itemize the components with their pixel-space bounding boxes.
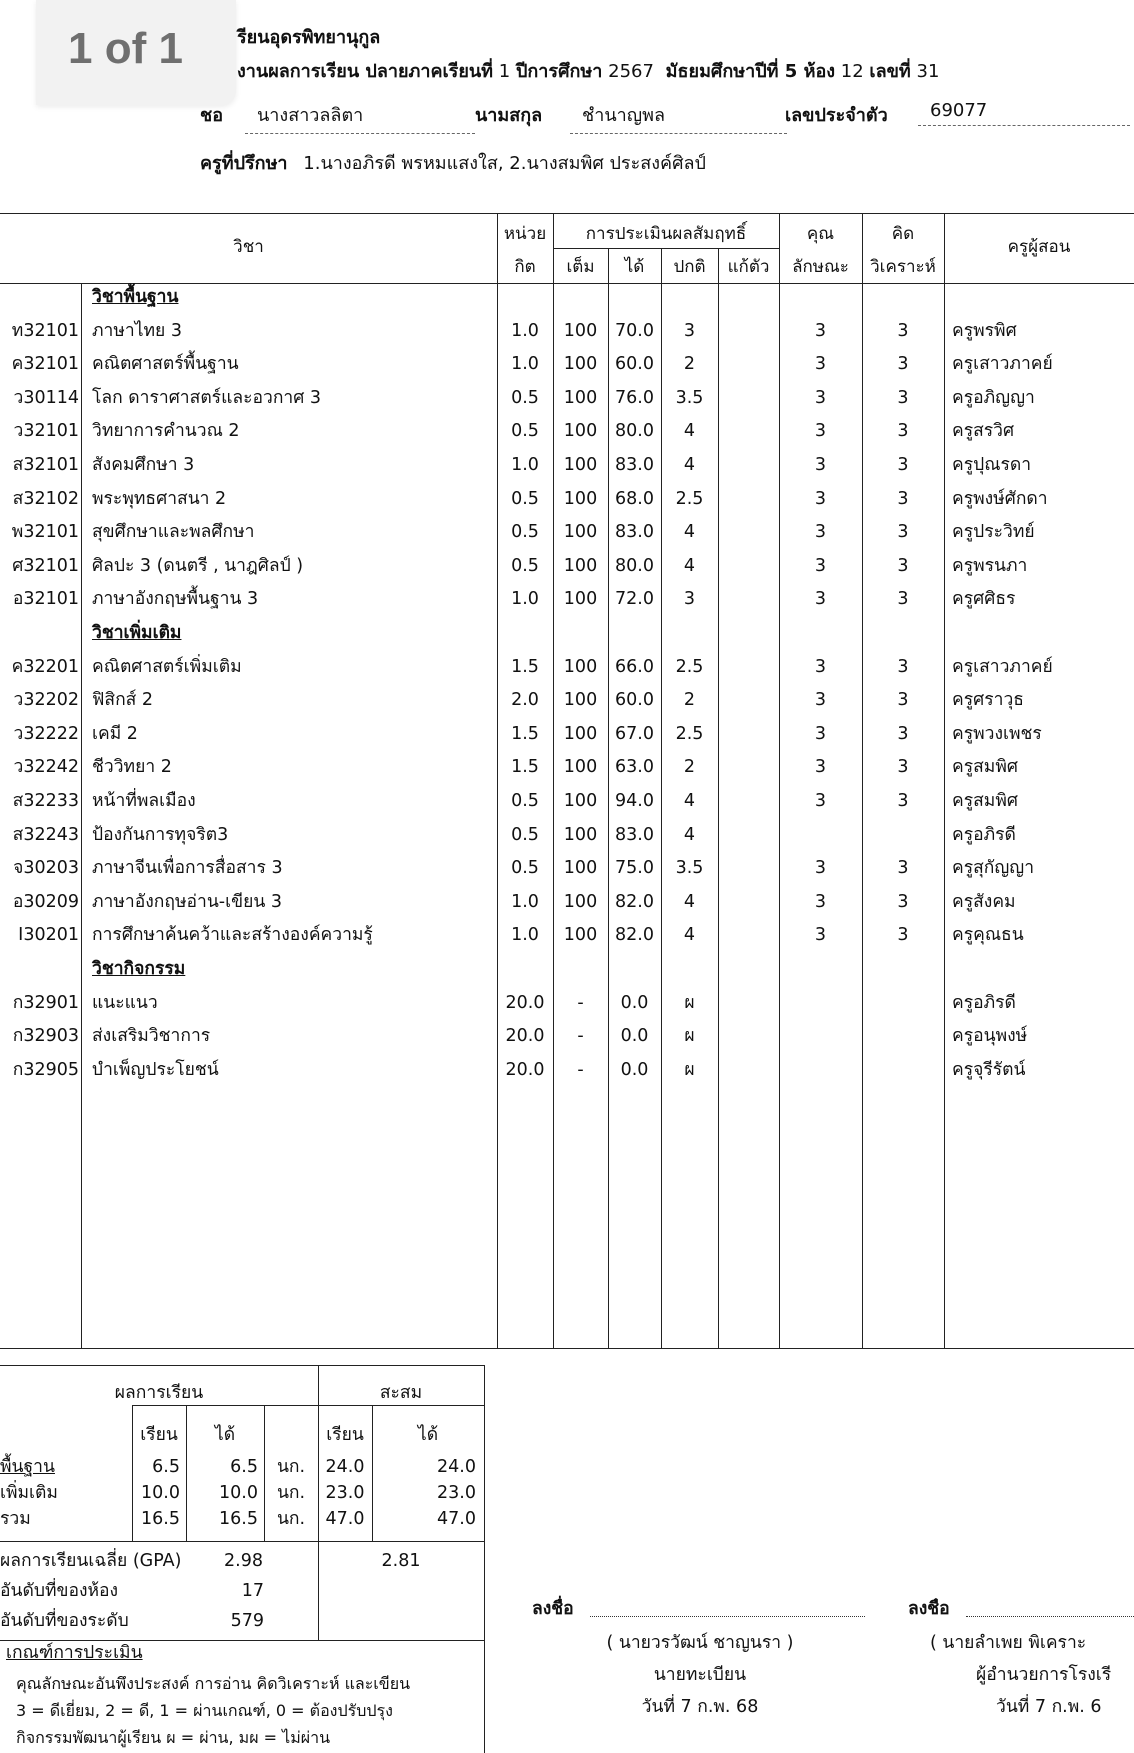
cell-normal: 2 (683, 690, 696, 711)
cell-full: 100 (563, 555, 598, 576)
cell-subject-name: เคมี 2 (92, 723, 138, 744)
cell-teacher: ครูสมพิศ (952, 791, 1018, 811)
cell-character: 3 (814, 555, 827, 576)
cell-teacher: ครูพงษ์ศักดา (952, 488, 1048, 509)
cell-unit: 1.5 (511, 757, 539, 778)
cell-character: 3 (814, 757, 827, 778)
cell-subject-name: ภาษาไทย 3 (92, 320, 183, 341)
cell-subject-name: ป้องกันการทุจริต3 (92, 824, 229, 845)
summary-row-label: พื้นฐาน (0, 1457, 55, 1477)
name-label: ชอ (200, 105, 224, 126)
summary-got: 16.5 (219, 1509, 258, 1529)
director-position: ผู้อำนวยการโรงเรี (976, 1665, 1112, 1685)
cell-character: 3 (814, 589, 827, 610)
cell-code: ส32102 (12, 488, 79, 509)
cell-teacher: ครูคุณธน (952, 925, 1024, 946)
cell-code: ก32903 (12, 1026, 79, 1047)
cell-got: 75.0 (615, 858, 654, 879)
col-header-subject: วิชา (233, 237, 264, 257)
cell-character: 3 (814, 421, 827, 442)
cell-code: ส32101 (12, 455, 79, 475)
surname-label: นามสกุล (475, 105, 543, 126)
cell-got: 82.0 (615, 891, 654, 912)
section-heading: วิชาเพิ่มเติม (92, 623, 182, 643)
summary-accum-got-header: ได้ (417, 1425, 439, 1445)
cell-subject-name: ชีววิทยา 2 (92, 757, 172, 778)
cell-got: 66.0 (615, 656, 654, 677)
year-label: ปีการศึกษา (515, 61, 603, 82)
col-header-thinking-bottom: วิเคราะห์ (870, 257, 936, 277)
cell-subject-name: วิทยาการคำนวณ 2 (92, 421, 240, 442)
cell-subject-name: แนะแนว (92, 992, 158, 1013)
rank-room-label: อันดับที่ของห้อง (0, 1581, 119, 1601)
surname-value: ชำนาญพล (570, 100, 787, 134)
advisor-names: 1.นางอภิรดี พรหมแสงใส, 2.นางสมพิศ ประสงค์ศิลป์ (303, 153, 706, 174)
cell-character: 3 (814, 455, 827, 475)
col-header-full: เต็ม (566, 257, 595, 277)
semester-value: 1 (498, 61, 511, 82)
cell-thinking: 3 (897, 723, 909, 744)
cell-teacher: ครูศศิธร (952, 589, 1016, 610)
cell-got: 80.0 (615, 555, 654, 576)
cell-teacher: ครูศราวุธ (952, 690, 1024, 711)
cell-character: 3 (814, 858, 827, 879)
cell-got: 83.0 (615, 455, 654, 475)
cell-unit: 0.5 (511, 387, 539, 408)
cell-full: 100 (563, 589, 598, 610)
cell-unit: 0.5 (511, 488, 539, 509)
year-value: 2567 (608, 61, 654, 82)
cell-character: 3 (814, 522, 827, 543)
summary-accum-study: 24.0 (325, 1457, 365, 1477)
cell-subject-name: คณิตศาสตร์พื้นฐาน (92, 354, 239, 375)
criteria-line-2: 3 = ดีเยี่ยม, 2 = ดี, 1 = ผ่านเกณฑ์, 0 = ต้องปรับปรุง (16, 1701, 393, 1720)
cell-teacher: ครูปุณรดา (952, 455, 1032, 475)
summary-got: 6.5 (230, 1457, 258, 1477)
section-heading: วิชาพื้นฐาน (92, 287, 179, 307)
cell-code: ค32201 (11, 656, 79, 677)
signature-registrar (520, 1598, 880, 1748)
cell-full: - (577, 1026, 584, 1047)
cell-subject-name: คณิตศาสตร์เพิ่มเติม (92, 656, 242, 677)
cell-character: 3 (814, 488, 827, 509)
cell-thinking: 3 (897, 488, 909, 509)
cell-full: 100 (563, 690, 598, 711)
cell-normal: 3 (683, 320, 696, 341)
cell-unit: 1.0 (511, 320, 539, 341)
col-header-unit-top: หน่วย (503, 224, 547, 244)
cell-teacher: ครูพรนภา (952, 555, 1028, 576)
cell-thinking: 3 (897, 387, 909, 408)
director-date: วันที่ 7 ก.พ. 6 (996, 1697, 1102, 1717)
cell-character: 3 (814, 387, 827, 408)
cell-got: 0.0 (620, 1026, 649, 1047)
cell-normal: 3.5 (675, 387, 704, 408)
cell-character: 3 (814, 320, 827, 341)
advisor-label: ครูที่ปรึกษา (200, 153, 288, 174)
cell-teacher: ครูสรวิศ (952, 421, 1015, 442)
cell-subject-name: ภาษาจีนเพื่อการสื่อสาร 3 (92, 858, 283, 879)
cell-unit: 1.0 (511, 589, 539, 610)
page-counter-text: 1 of 1 (68, 24, 183, 73)
cell-full: 100 (563, 925, 598, 946)
gpa-accum-value: 2.81 (381, 1551, 421, 1571)
cell-got: 67.0 (615, 723, 654, 744)
cell-thinking: 3 (897, 589, 909, 610)
grade-label: มัธยมศึกษาปีที่ 5 ห้อง (665, 61, 836, 82)
cell-thinking: 3 (897, 858, 909, 879)
cell-normal: 4 (683, 791, 696, 811)
cell-subject-name: พระพุทธศาสนา 2 (92, 488, 227, 509)
col-header-normal: ปกติ (673, 257, 706, 277)
cell-full: 100 (563, 421, 598, 442)
cell-got: 72.0 (615, 589, 654, 610)
cell-subject-name: สุขศึกษาและพลศึกษา (92, 522, 255, 543)
col-header-character-bottom: ลักษณะ (792, 257, 849, 277)
summary-study: 16.5 (141, 1509, 180, 1529)
school-name: รียนอุดรพิทยานุกูล (237, 27, 381, 48)
cell-code: ว32222 (13, 723, 79, 744)
student-id-value: 69077 (918, 100, 1130, 126)
cell-thinking: 3 (897, 690, 909, 711)
cell-normal: 4 (683, 925, 696, 946)
col-header-thinking-top: คิด (891, 224, 915, 244)
cell-normal: ผ (684, 992, 695, 1013)
cell-code: ส32233 (12, 791, 79, 811)
cell-normal: 2.5 (675, 656, 704, 677)
number-label: เลขที่ (869, 61, 911, 82)
cell-unit: 1.0 (511, 354, 539, 375)
cell-unit: 1.0 (511, 891, 539, 912)
cell-got: 70.0 (615, 320, 654, 341)
cell-thinking: 3 (897, 791, 909, 811)
cell-normal: 3 (683, 589, 696, 610)
registrar-date: วันที่ 7 ก.พ. 68 (641, 1697, 759, 1717)
criteria-line-1: คุณลักษณะอันพึงประสงค์ การอ่าน คิดวิเคราะห์ และเขียน (16, 1674, 411, 1693)
cell-normal: 4 (683, 824, 696, 845)
cell-teacher: ครูอภิญญา (952, 387, 1035, 408)
sign-label: ลงชื่อ (532, 1599, 574, 1619)
cell-got: 76.0 (615, 387, 654, 408)
cell-teacher: ครูพวงเพชร (952, 723, 1042, 744)
cell-teacher: ครูพรพิศ (952, 320, 1017, 341)
cell-code: ท32101 (11, 320, 79, 341)
col-header-unit-bottom: กิต (514, 257, 536, 277)
cell-full: 100 (563, 824, 598, 845)
cell-character: 3 (814, 723, 827, 744)
cell-full: 100 (563, 387, 598, 408)
cell-code: ส32243 (12, 824, 79, 845)
cell-normal: 3.5 (675, 858, 704, 879)
cell-subject-name: การศึกษาค้นคว้าและสร้างองค์ความรู้ (92, 925, 373, 946)
cell-teacher: ครูอภิรดี (952, 992, 1016, 1013)
signature-director (896, 1598, 1134, 1748)
cell-got: 83.0 (615, 522, 654, 543)
cell-got: 0.0 (620, 1059, 649, 1080)
cell-code: อ32101 (12, 589, 79, 610)
cell-character: 3 (814, 656, 827, 677)
cell-subject-name: ฟิสิกส์ 2 (92, 690, 154, 711)
registrar-position: นายทะเบียน (653, 1665, 747, 1685)
cell-code: ค32101 (11, 354, 79, 375)
summary-result-header: ผลการเรียน (114, 1383, 204, 1403)
cell-got: 83.0 (615, 824, 654, 845)
cell-subject-name: ภาษาอังกฤษอ่าน-เขียน 3 (92, 891, 282, 912)
cell-code: ว30114 (13, 387, 79, 408)
room-value: 12 (840, 61, 864, 82)
cell-thinking: 3 (897, 555, 909, 576)
cell-got: 82.0 (615, 925, 654, 946)
cell-unit: 0.5 (511, 824, 539, 845)
cell-code: ว32101 (13, 421, 79, 442)
cell-unit: 20.0 (505, 1059, 545, 1080)
cell-normal: 2.5 (675, 723, 704, 744)
cell-unit: 1.0 (511, 455, 539, 475)
cell-character: 3 (814, 354, 827, 375)
cell-thinking: 3 (897, 891, 909, 912)
cell-teacher: ครูอนุพงษ์ (952, 1026, 1028, 1047)
cell-got: 60.0 (615, 690, 654, 711)
summary-row-label: รวม (0, 1509, 31, 1529)
cell-subject-name: บำเพ็ญประโยชน์ (92, 1059, 219, 1080)
cell-normal: 4 (683, 455, 696, 475)
cell-unit: 1.5 (511, 723, 539, 744)
cell-normal: ผ (684, 1059, 695, 1080)
cell-normal: 2 (683, 757, 696, 778)
cell-teacher: ครูเสาวภาคย์ (952, 354, 1053, 375)
summary-got: 10.0 (219, 1483, 258, 1503)
cell-got: 80.0 (615, 421, 654, 442)
cell-teacher: ครูสมพิศ (952, 757, 1018, 778)
cell-thinking: 3 (897, 656, 909, 677)
cell-full: 100 (563, 858, 598, 879)
cell-unit: 0.5 (511, 858, 539, 879)
cell-code: ว32242 (13, 757, 79, 778)
cell-unit: 20.0 (505, 1026, 545, 1047)
cell-code: จ30203 (13, 858, 79, 879)
cell-unit: 0.5 (511, 555, 539, 576)
cell-teacher: ครูสุกัญญา (952, 858, 1035, 879)
summary-accum-study: 47.0 (325, 1509, 365, 1529)
cell-unit: 2.0 (511, 690, 539, 711)
summary-unit: นก. (276, 1457, 306, 1477)
cell-unit: 0.5 (511, 421, 539, 442)
cell-got: 68.0 (615, 488, 654, 509)
cell-full: - (577, 992, 584, 1013)
cell-character: 3 (814, 791, 827, 811)
cell-unit: 0.5 (511, 522, 539, 543)
cell-thinking: 3 (897, 757, 909, 778)
summary-row-label: เพิ่มเติม (0, 1483, 58, 1503)
cell-unit: 1.0 (511, 925, 539, 946)
summary-got-header: ได้ (214, 1425, 236, 1445)
cell-code: ว32202 (13, 690, 79, 711)
cell-code: ก32901 (12, 992, 79, 1013)
cell-teacher: ครูอภิรดี (952, 824, 1016, 845)
summary-study-header: เรียน (140, 1425, 178, 1445)
cell-full: 100 (563, 320, 598, 341)
summary-accum-study: 23.0 (325, 1483, 365, 1503)
summary-accum-got: 24.0 (437, 1457, 476, 1477)
gpa-value: 2.98 (224, 1551, 263, 1571)
cell-character: 3 (814, 891, 827, 912)
cell-full: 100 (563, 522, 598, 543)
cell-unit: 20.0 (505, 992, 545, 1013)
cell-thinking: 3 (897, 354, 909, 375)
cell-got: 0.0 (620, 992, 649, 1013)
section-heading: วิชากิจกรรม (92, 959, 186, 979)
summary-study: 10.0 (141, 1483, 180, 1503)
cell-subject-name: ศิลปะ 3 (ดนตรี , นาฎศิลป์ ) (92, 555, 304, 576)
registrar-name: ( นายวรวัฒน์ ชาญนรา ) (606, 1633, 794, 1653)
cell-subject-name: โลก ดาราศาสตร์และอวกาศ 3 (92, 387, 322, 408)
rank-room-value: 17 (241, 1581, 264, 1601)
cell-normal: ผ (684, 1026, 695, 1047)
cell-teacher: ครูสังคม (952, 891, 1016, 912)
cell-unit: 1.5 (511, 656, 539, 677)
cell-got: 94.0 (615, 791, 654, 811)
cell-full: 100 (563, 791, 598, 811)
cell-normal: 4 (683, 555, 696, 576)
cell-got: 63.0 (615, 757, 654, 778)
cell-teacher: ครูประวิทย์ (952, 522, 1035, 543)
cell-character: 3 (814, 690, 827, 711)
cell-normal: 4 (683, 891, 696, 912)
name-value: นางสาวลลิตา (245, 100, 475, 134)
cell-teacher: ครูจุรีรัตน์ (952, 1059, 1026, 1080)
summary-accum-study-header: เรียน (326, 1425, 364, 1445)
cell-got: 60.0 (615, 354, 654, 375)
summary-unit: นก. (276, 1483, 306, 1503)
rank-level-label: อันดับที่ของระดับ (0, 1611, 129, 1631)
cell-subject-name: ภาษาอังกฤษพื้นฐาน 3 (92, 589, 259, 610)
cell-full: 100 (563, 488, 598, 509)
col-header-character-top: คุณ (806, 224, 835, 244)
col-header-teacher: ครูผู้สอน (1007, 237, 1071, 257)
cell-subject-name: หน้าที่พลเมือง (92, 791, 196, 811)
criteria-line-3: กิจกรรมพัฒนาผู้เรียน ผ = ผ่าน, มผ = ไม่ผ่าน (16, 1728, 331, 1747)
summary-accum-got: 23.0 (437, 1483, 476, 1503)
cell-subject-name: สังคมศึกษา 3 (92, 455, 195, 475)
student-id-label: เลขประจำตัว (785, 105, 888, 126)
cell-full: - (577, 1059, 584, 1080)
cell-thinking: 3 (897, 320, 909, 341)
summary-box (0, 0, 500, 1753)
rank-level-value: 579 (230, 1611, 264, 1631)
criteria-label: เกณฑ์การประเมิน (6, 1643, 143, 1663)
cell-normal: 2.5 (675, 488, 704, 509)
cell-unit: 0.5 (511, 791, 539, 811)
cell-normal: 2 (683, 354, 696, 375)
summary-accum-got: 47.0 (437, 1509, 476, 1529)
cell-code: อ30209 (12, 891, 79, 912)
summary-unit: นก. (276, 1509, 306, 1529)
cell-thinking: 3 (897, 925, 909, 946)
cell-thinking: 3 (897, 522, 909, 543)
cell-full: 100 (563, 757, 598, 778)
cell-full: 100 (563, 354, 598, 375)
cell-code: ก32905 (12, 1059, 79, 1080)
summary-study: 6.5 (152, 1457, 180, 1477)
col-header-fix: แก้ตัว (727, 257, 770, 277)
number-value: 31 (916, 61, 940, 82)
cell-full: 100 (563, 455, 598, 475)
cell-subject-name: ส่งเสริมวิชาการ (92, 1026, 211, 1047)
cell-character: 3 (814, 925, 827, 946)
director-name: ( นายลำเพย พิเคราะ (930, 1633, 1087, 1653)
cell-code: I30201 (18, 925, 79, 946)
cell-full: 100 (563, 656, 598, 677)
cell-full: 100 (563, 723, 598, 744)
col-header-got: ได้ (624, 257, 645, 277)
cell-thinking: 3 (897, 455, 909, 475)
cell-normal: 4 (683, 421, 696, 442)
cell-normal: 4 (683, 522, 696, 543)
summary-accum-header: สะสม (379, 1383, 423, 1403)
cell-teacher: ครูเสาวภาคย์ (952, 656, 1053, 677)
report-title: งานผลการเรียน ปลายภาคเรียนที่ (237, 61, 494, 82)
cell-code: ศ32101 (12, 555, 79, 576)
cell-code: พ32101 (11, 522, 79, 543)
col-header-assessment: การประเมินผลสัมฤทธิ์ (585, 224, 747, 244)
sign-label: ลงชื่อ (908, 1599, 950, 1619)
gpa-label: ผลการเรียนเฉลี่ย (GPA) (0, 1551, 182, 1571)
cell-full: 100 (563, 891, 598, 912)
cell-thinking: 3 (897, 421, 909, 442)
